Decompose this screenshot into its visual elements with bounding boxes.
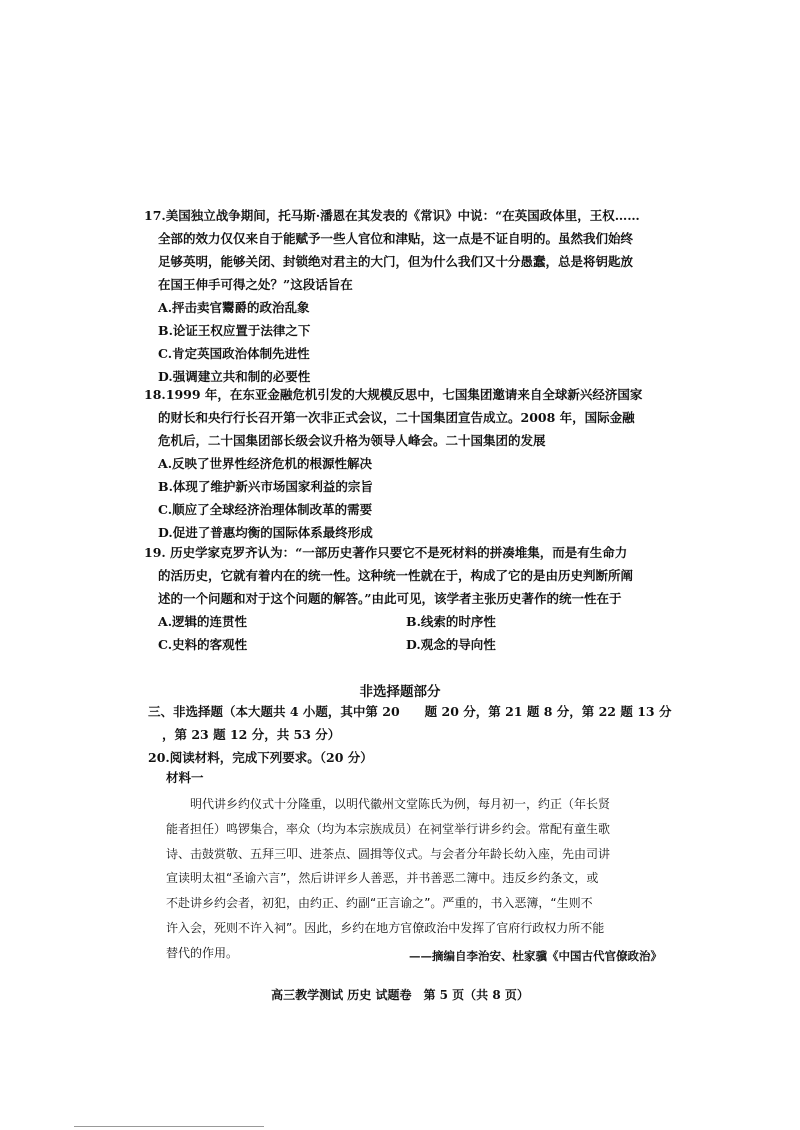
option-c: C.史料的客观性 [158,637,248,652]
scan-artifact-line [74,1126,264,1127]
option-d: D.强调建立共和制的必要性 [158,369,311,384]
part-three-instructions [148,700,672,769]
option-c: C.顺应了全球经济治理体制改革的需要 [158,502,373,517]
instruction-line: 三、非选择题（本大题共 4 小题，其中第 20 题 20 分，第 21 题 8 分，第 22 题 13 分 [148,704,672,719]
option-a: A.逻辑的连贯性 [158,614,248,629]
question-18 [144,383,664,544]
material-line: 替代的作用。 [166,945,239,960]
question-text-line: 19. 历史学家克罗齐认为：“一部历史著作只要它不是死材料的拼凑堆集，而是有生命力 [144,545,628,560]
material-line: 诗、击鼓赏敬、五拜三叩、进茶点、圆揖等仪式。与会者分年龄长幼入座，先由司讲 [166,846,611,861]
option-c: C.肯定英国政治体制先进性 [158,346,310,361]
section-title: 非选择题部分 [359,684,441,700]
material-text [166,792,664,966]
question-19 [144,541,664,656]
instruction-line: ，第 23 题 12 分，共 53 分） [162,727,341,742]
options-row [144,633,664,656]
option-b: B.体现了维护新兴市场国家利益的宗旨 [158,479,373,494]
question-text-line: 述的一个问题和对于这个问题的解答。”由此可见，该学者主张历史著作的统一性在于 [158,591,622,606]
material-line: 能者担任）鸣锣集合，率众（均为本宗族成员）在祠堂举行讲乡约会。常配有童生歌 [166,821,611,836]
option-d: D.观念的导向性 [406,637,496,652]
question-17 [144,204,664,388]
option-a: A.反映了世界性经济危机的根源性解决 [158,456,373,471]
material-line: 明代讲乡约仪式十分隆重，以明代徽州文堂陈氏为例，每月初一，约正（年长贤 [166,797,611,811]
option-d: D.促进了普惠均衡的国际体系最终形成 [158,525,373,540]
question-text-line: 危机后，二十国集团部长级会议升格为领导人峰会。二十国集团的发展 [158,433,546,448]
material-line: 不赴讲乡约会者，初犯，由约正、约副“正言谕之”。严重的，书入恶簿，“生则不 [166,896,593,911]
question-text-line: 18.1999 年，在东亚金融危机引发的大规模反思中，七国集团邀请来自全球新兴经济国家 [144,387,643,402]
question-text-line: 足够英明，能够关闭、封锁绝对君主的大门，但为什么我们又十分愚蠢，总是将钥匙放 [158,254,634,269]
option-b: B.论证王权应置于法律之下 [158,323,311,338]
option-a: A.抨击卖官鬻爵的政治乱象 [158,300,310,315]
page-footer: 高三教学测试 历史 试题卷 第 5 页（共 8 页） [271,988,529,1002]
question-text-line: 的财长和央行行长召开第一次非正式会议，二十国集团宣告成立。2008 年，国际金融 [158,410,635,425]
options-row [144,610,664,633]
material-line: 许入会，死则不许入祠”。因此，乡约在地方官僚政治中发挥了官府行政权力所不能 [166,920,605,935]
question-text-line: 全部的效力仅仅来自于能赋予一些人官位和津贴，这一点是不证自明的。虽然我们始终 [158,231,634,246]
question-20-heading: 20.阅读材料，完成下列要求。（20 分） [148,750,373,765]
material-title: 材料一 [166,770,204,785]
option-b: B.线索的时序性 [406,614,496,629]
material-line: 宣读明太祖“圣谕六言”，然后讲评乡人善恶，并书善恶二簿中。违反乡约条文，或 [166,871,599,886]
question-text-line: 17.美国独立战争期间，托马斯·潘恩在其发表的《常识》中说：“在英国政体里，王权…… [144,208,640,223]
material-source: ——摘编自李治安、杜家骥《中国古代官僚政治》 [409,949,662,963]
question-text-line: 的活历史，它就有着内在的统一性。这种统一性就在于，构成了它的是由历史判断所阐 [158,568,634,583]
question-text-line: 在国王伸手可得之处？”这段话旨在 [158,277,353,292]
